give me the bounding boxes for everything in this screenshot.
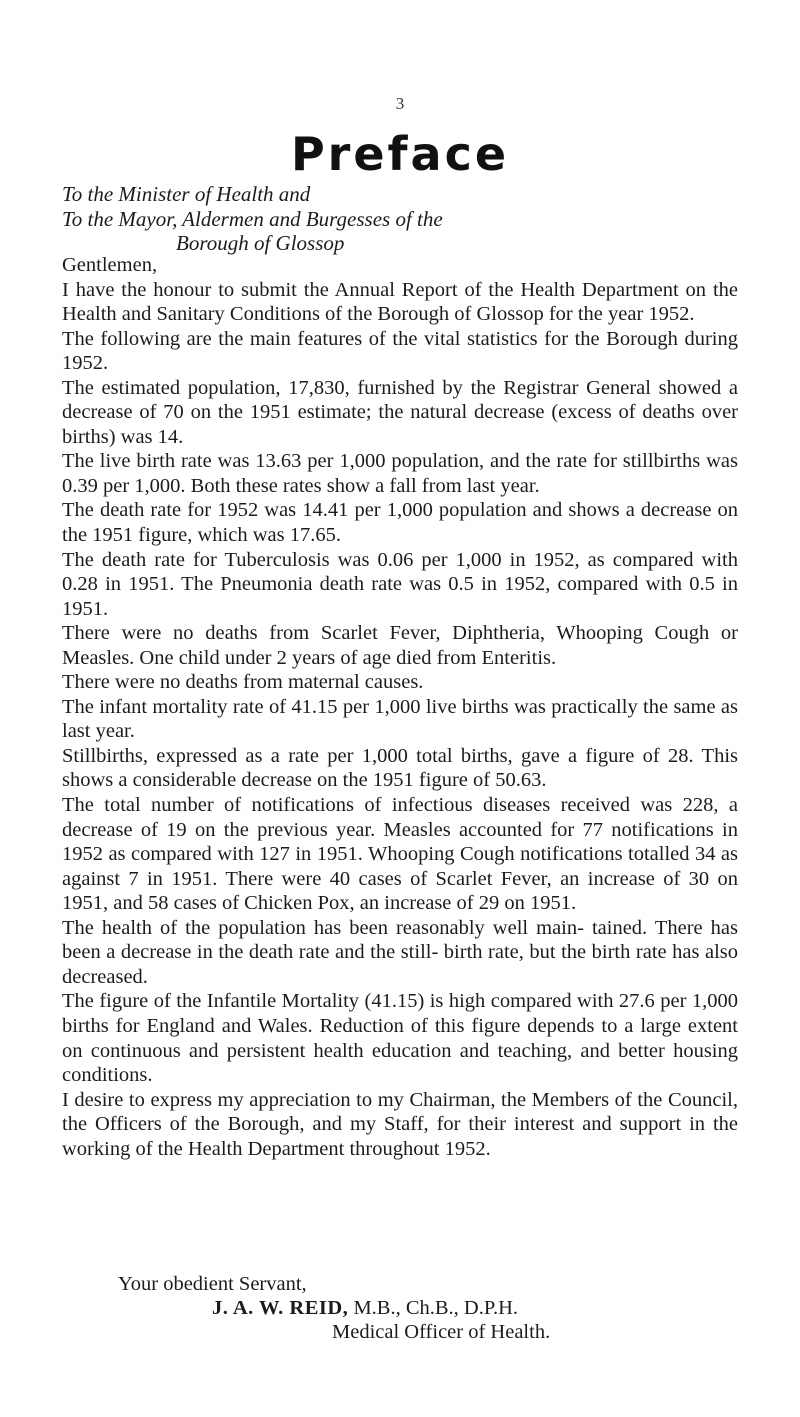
page-number: 3 (395, 94, 405, 113)
signatory-name: J. A. W. REID, (212, 1297, 349, 1319)
paragraph-appreciation: I desire to express my appreciation to my Chairman, the Members of the Council, the Officers of the Borough, and my Staff, for their interest and support in the working of the Health Department throughout 1952. (62, 1088, 738, 1160)
paragraph-infantile-mortality: The figure of the Infantile Mortality (41.15) is high compared with 27.6 per 1,000 births for England and Wales. Reduction of this figure depends to a large extent on continuous and persistent health education and teaching, and better housing conditions. (62, 990, 738, 1087)
paragraph-stillbirths: Stillbirths, expressed as a rate per 1,000 total births, gave a figure of 28. This shows a considerable decrease on the 1951 figure of 50.63. (62, 744, 738, 792)
letter-body (62, 253, 738, 1161)
signatory-title: Medical Officer of Health. (332, 1321, 551, 1343)
addressee-line-1: To the Minister of Health and (62, 182, 311, 206)
paragraph-population: The estimated population, 17,830, furnished by the Registrar General showed a decrease of 70 on the 1951 estimate; the natural decrease (excess of deaths over births) was 14. (62, 376, 738, 448)
paragraph-main-features: The following are the main features of the vital statistics for the Borough during 1952. (62, 327, 738, 375)
paragraph-infant-mortality: The infant mortality rate of 41.15 per 1,000 live births was practically the same as last year. (62, 695, 738, 743)
salutation: Gentlemen, (62, 254, 158, 276)
paragraph-health-maintained: The health of the population has been reasonably well main- tained. There has been a decrease in the death rate and the still- birth rate, but the birth rate has also decreased. (62, 916, 738, 988)
paragraph-maternal: There were no deaths from maternal causes. (62, 671, 424, 694)
signatory-qualifications: M.B., Ch.B., D.P.H. (353, 1297, 519, 1319)
closing-line: Your obedient Servant, (118, 1273, 307, 1295)
paragraph-death-rate: The death rate for 1952 was 14.41 per 1,000 population and shows a decrease on the 1951 figure, which was 17.65. (62, 499, 738, 547)
addressee-line-3: Borough of Glossop (176, 231, 345, 255)
addressee-line-2: To the Mayor, Aldermen and Burgesses of the (62, 206, 443, 231)
paragraph-notifications: The total number of notifications of infectious diseases received was 228, a decrease of 19 on the previous year. Measles accounted for 77 notifications in 1952 as compared with 127 in 1951. Whooping Cough notifications totalled 34 as against 7 in 1951. There were 40 cases of Scarlet Fever, an increase of 30 on 1951, and 58 cases of Chicken Pox, an increase of 29 on 1951. (62, 794, 738, 915)
addressee-block (62, 182, 752, 256)
paragraph-tuberculosis-pneumonia: The death rate for Tuberculosis was 0.06 per 1,000 in 1952, as compared with 0.28 in 1951. The Pneumonia death rate was 0.5 in 1952, compared with 0.5 in 1951. (62, 548, 738, 620)
paragraph-birth-rate: The live birth rate was 13.63 per 1,000 population, and the rate for stillbirths was 0.39 per 1,000. Both these rates show a fall from last year. (62, 450, 738, 497)
page-title: Preface (290, 127, 510, 181)
signature-line (212, 1296, 518, 1321)
paragraph-no-deaths: There were no deaths from Scarlet Fever, Diphtheria, Whooping Cough or Measles. One child under 2 years of age died from Enteritis. (62, 622, 738, 669)
paragraph-submission: I have the honour to submit the Annual Report of the Health Department on the Health and Sanitary Conditions of the Borough of Glossop for the year 1952. (62, 278, 738, 326)
